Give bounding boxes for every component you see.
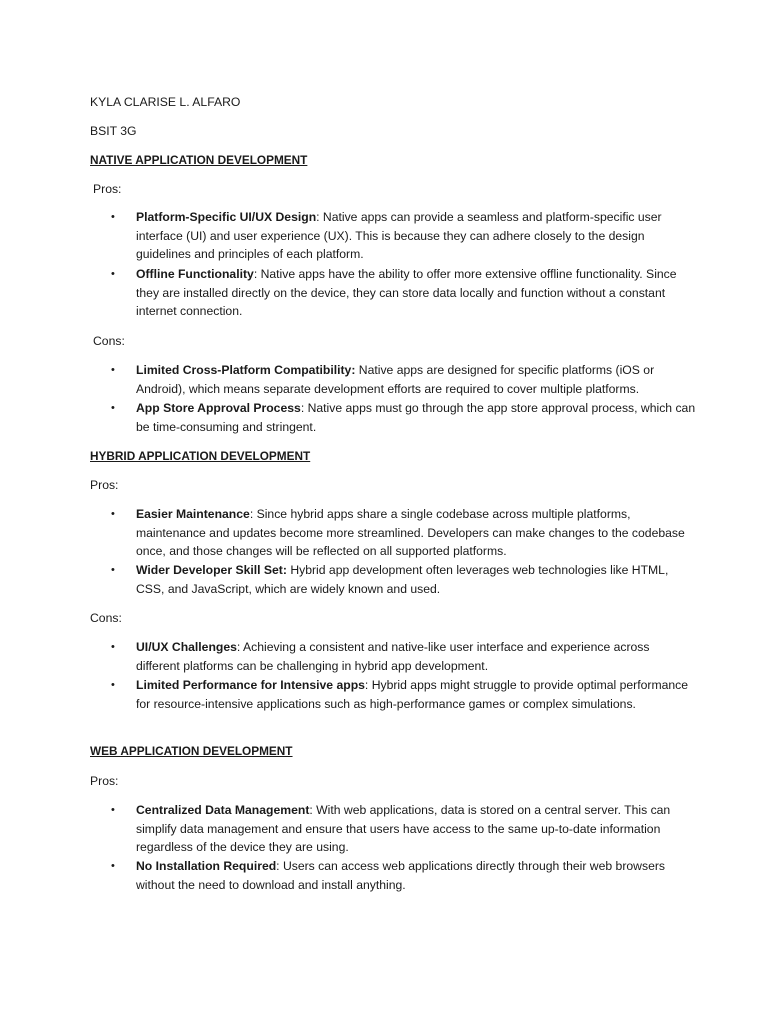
native-cons-label: Cons:: [93, 334, 125, 348]
item-text: : Native apps must go through the app store approval process, which can be time-consuming and stringent.: [136, 401, 696, 434]
list-item: [136, 399, 696, 436]
item-term: Platform-Specific UI/UX Design: [136, 210, 317, 224]
item-text: : Hybrid apps might struggle to provide optimal performance for resource-intensive applications such as high-performance games or complex simulations.: [136, 678, 689, 711]
web-pros-label: Pros:: [90, 774, 119, 788]
web-heading: WEB APPLICATION DEVELOPMENT: [90, 744, 293, 758]
list-item: [136, 505, 696, 561]
list-item: [136, 561, 696, 598]
item-term: Easier Maintenance: [136, 507, 250, 521]
item-text: : Users can access web applications directly through their web browsers without the need to download and install anything.: [136, 859, 665, 892]
bullet-icon: •: [111, 804, 115, 816]
list-item: [136, 801, 696, 857]
hybrid-heading: HYBRID APPLICATION DEVELOPMENT: [90, 449, 311, 463]
bullet-icon: •: [111, 508, 115, 520]
hybrid-cons-label: Cons:: [90, 611, 122, 625]
item-text: : With web applications, data is stored on a central server. This can simplify data management and ensure that users have access to the same up-to-date information regardless of the device they are using.: [136, 803, 671, 855]
list-item: [136, 638, 696, 675]
bullet-icon: •: [111, 402, 115, 414]
student-name: KYLA CLARISE L. ALFARO: [90, 95, 241, 109]
list-item: [136, 265, 696, 321]
item-term: Wider Developer Skill Set:: [136, 563, 287, 577]
native-pros-label: Pros:: [93, 182, 122, 196]
item-text: : Native apps can provide a seamless and platform-specific user interface (UI) and user experience (UX). This is because they can adhere closely to the design guidelines and principles of each platform.: [136, 210, 662, 262]
item-term: Limited Cross-Platform Compatibility:: [136, 363, 356, 377]
bullet-icon: •: [111, 679, 115, 691]
item-text: : Achieving a consistent and native-like user interface and experience across different platforms can be challenging in hybrid app development.: [136, 640, 650, 673]
bullet-icon: •: [111, 268, 115, 280]
item-term: Offline Functionality: [136, 267, 254, 281]
bullet-icon: •: [111, 211, 115, 223]
list-item: [136, 361, 696, 398]
item-text: Hybrid app development often leverages web technologies like HTML, CSS, and JavaScript, which are widely known and used.: [136, 563, 669, 596]
item-term: Centralized Data Management: [136, 803, 310, 817]
item-term: Limited Performance for Intensive apps: [136, 678, 365, 692]
hybrid-pros-label: Pros:: [90, 478, 119, 492]
bullet-icon: •: [111, 860, 115, 872]
bullet-icon: •: [111, 364, 115, 376]
list-item: [136, 857, 696, 894]
item-term: App Store Approval Process: [136, 401, 301, 415]
student-section: BSIT 3G: [90, 124, 137, 138]
item-term: No Installation Required: [136, 859, 277, 873]
bullet-icon: •: [111, 564, 115, 576]
item-term: UI/UX Challenges: [136, 640, 237, 654]
item-text: Native apps are designed for specific platforms (iOS or Android), which means separate development efforts are required to cover multiple platforms.: [136, 363, 655, 396]
bullet-icon: •: [111, 641, 115, 653]
item-text: : Since hybrid apps share a single codebase across multiple platforms, maintenance and updates become more streamlined. Developers can make changes to the codebase once, and those changes will be reflected on all supported platforms.: [136, 507, 685, 559]
item-text: : Native apps have the ability to offer more extensive offline functionality. Since they are installed directly on the device, they can store data locally and function without a constant internet connection.: [136, 267, 677, 319]
list-item: [136, 208, 696, 264]
list-item: [136, 676, 696, 713]
native-heading: NATIVE APPLICATION DEVELOPMENT: [90, 153, 308, 167]
